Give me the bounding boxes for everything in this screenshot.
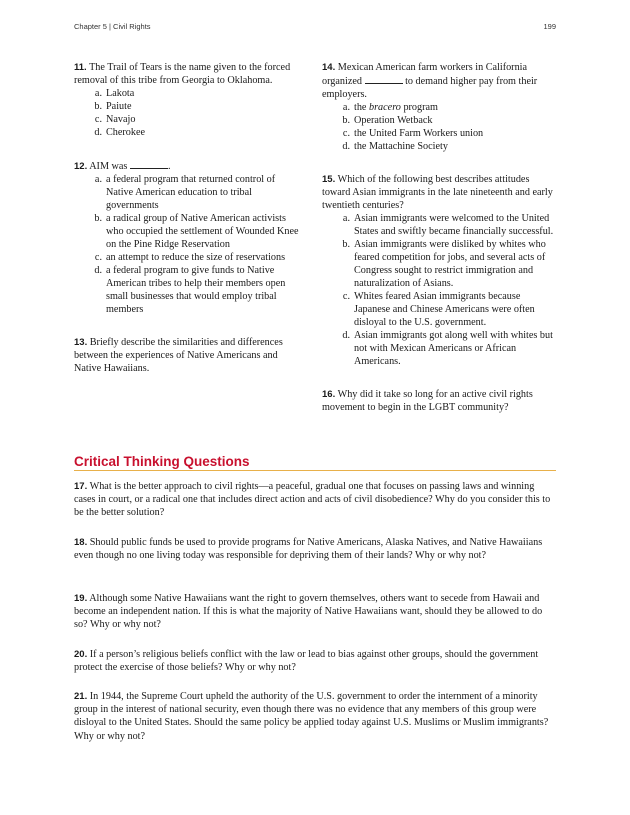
right-column: [322, 61, 554, 434]
answer-options: [74, 173, 302, 316]
question-text: Briefly describe the similarities and differences between the experiences of Native Americans and Native Hawaiians.: [74, 337, 283, 374]
fill-in-blank: [365, 74, 403, 84]
question-number: 16.: [322, 389, 336, 400]
question-21: [74, 690, 556, 743]
answer-option: a. a federal program that returned control of Native American education to tribal governments: [94, 174, 276, 211]
question-11: [74, 61, 302, 139]
answer-options: [322, 212, 554, 368]
answer-option: b. Paiute: [94, 101, 132, 112]
question-number: 21.: [74, 691, 88, 702]
question-text: In 1944, the Supreme Court upheld the authority of the U.S. government to order the internment of a minority group in the interest of national security, even though there was no evidence that any members of this group were disloyal to the United States. Should the same policy be applied today against U.S. Muslims or Muslim immigrants? Why or why not?: [74, 691, 549, 742]
question-number: 12.: [74, 161, 88, 172]
section-title: Critical Thinking Questions: [74, 454, 556, 471]
question-text: The Trail of Tears is the name given to the forced removal of this tribe from Georgia to Oklahoma.: [74, 62, 291, 86]
answer-option: c. an attempt to reduce the size of reservations: [94, 252, 286, 263]
fill-in-blank: [130, 159, 168, 169]
page-header: [74, 22, 556, 34]
chapter-label: Chapter 5 | Civil Rights: [74, 22, 151, 31]
question-number: 15.: [322, 174, 336, 185]
question-16: [322, 388, 554, 414]
question-text: AIM was: [89, 161, 128, 172]
question-text: If a person’s religious beliefs conflict with the law or lead to bias against other groups, should the government protect the exercise of those beliefs? Why or why not?: [74, 649, 539, 674]
question-number: 18.: [74, 537, 88, 548]
question-12: 12. AIM was . a. a federal program that returned control of Native American education to tribal governments b. a radical group of Native American activists who occupied the settlement of Wounded Knee on the Pine Ridge Reservation c. an attempt to reduce the size of reservations d. a federal program to give funds to Native American tribes to help their members open small businesses that would employ tribal members: [74, 159, 302, 316]
answer-option: b. Asian immigrants were disliked by whites who feared competition for jobs, and several acts of Congress sought to restrict immigration and naturalization of Asians.: [342, 239, 546, 289]
question-19: [74, 592, 556, 632]
answer-option: b. a radical group of Native American activists who occupied the settlement of Wounded Knee on the Pine Ridge Reservation: [94, 213, 299, 250]
question-17: [74, 480, 556, 520]
question-20: [74, 648, 556, 674]
answer-option: c. Navajo: [94, 114, 136, 125]
answer-option: d. Asian immigrants got along well with whites but not with Mexican Americans or African Americans.: [342, 330, 553, 367]
answer-options: [322, 101, 554, 153]
answer-option: b. Operation Wetback: [342, 115, 433, 126]
answer-option: a. the bracero program: [342, 102, 438, 113]
question-15: [322, 173, 554, 368]
question-number: 17.: [74, 481, 88, 492]
answer-option: d. the Mattachine Society: [342, 141, 448, 152]
question-number: 14.: [322, 62, 336, 73]
question-number: 20.: [74, 649, 88, 660]
question-number: 19.: [74, 593, 88, 604]
answer-option: a. Asian immigrants were welcomed to the United States and swiftly became financially successful.: [342, 213, 554, 237]
question-13: [74, 336, 302, 375]
answer-option: a. Lakota: [94, 88, 135, 99]
answer-options: [74, 87, 302, 139]
question-18: [74, 536, 556, 562]
answer-option: d. a federal program to give funds to Native American tribes to help their members open small businesses that would employ tribal members: [94, 265, 286, 315]
question-text: Which of the following best describes attitudes toward Asian immigrants in the late nineteenth and early twentieth centuries?: [322, 174, 553, 211]
answer-option: c. Whites feared Asian immigrants because Japanese and Chinese Americans were often disloyal to the U.S. government.: [342, 291, 535, 328]
question-text: Although some Native Hawaiians want the right to govern themselves, others want to secede from Hawaii and become an independent nation. If this is what the majority of Native Hawaiians want, should they be allowed to do so? Why or why not?: [74, 593, 543, 631]
question-14: 14. Mexican American farm workers in California organized to demand higher pay from their employers. a. the bracero program b. Operation Wetback c. the United Farm Workers union d. the Mattachine Society: [322, 61, 554, 153]
left-column: [74, 61, 302, 395]
answer-option: d. Cherokee: [94, 127, 146, 138]
question-text: Why did it take so long for an active civil rights movement to begin in the LGBT community?: [322, 389, 533, 413]
question-text: Mexican American farm workers in California organized: [322, 62, 528, 87]
question-number: 11.: [74, 62, 87, 73]
answer-option: c. the United Farm Workers union: [342, 128, 484, 139]
page-number: 199: [543, 22, 556, 31]
question-number: 13.: [74, 337, 88, 348]
question-text: What is the better approach to civil rights—a peaceful, gradual one that focuses on passing laws and winning cases in court, or a radical one that includes direct action and acts of civil disobedience? Why do you consider this to be the better solution?: [74, 481, 551, 519]
question-text: Should public funds be used to provide programs for Native Americans, Alaska Natives, and Native Hawaiians even though no one living today was responsible for depriving them of their lands? Why or why not?: [74, 537, 543, 562]
